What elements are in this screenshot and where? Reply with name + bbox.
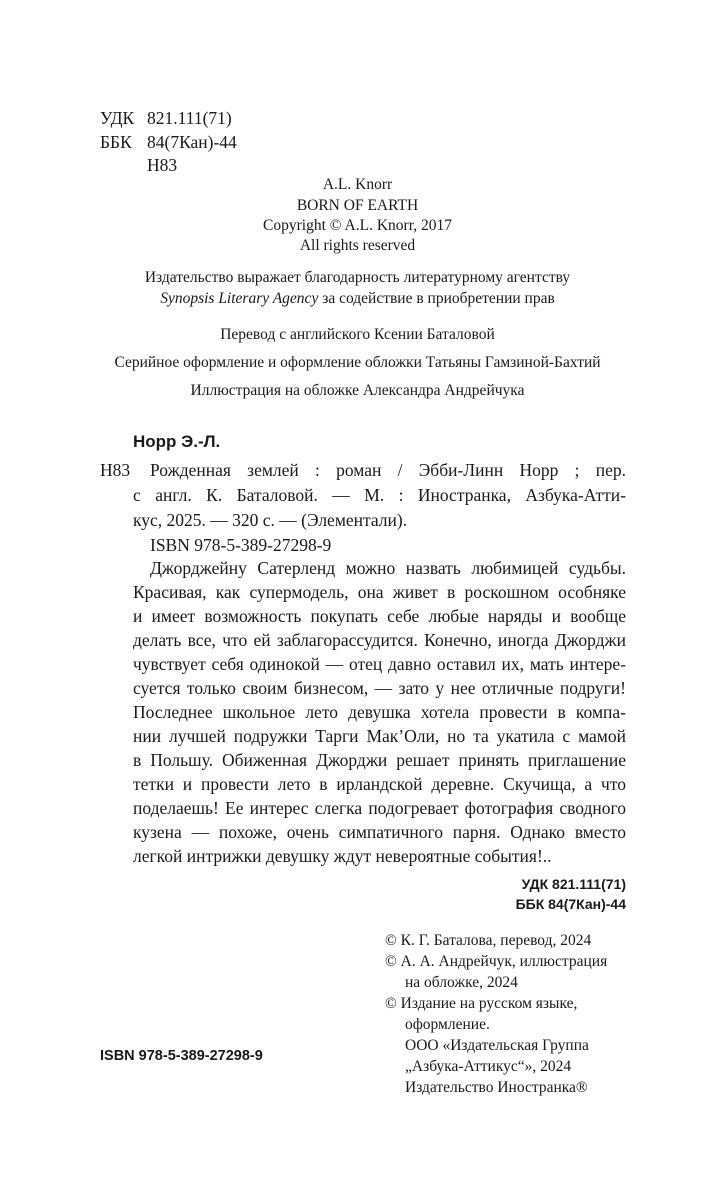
isbn-footer: ISBN 978-5-389-27298-9 [100,1048,263,1064]
gratitude-line-2 [0,287,715,310]
design-credit: Серийное оформление и оформление обложки Татьяны Гамзиной-Бахтий [114,354,601,371]
annotation-line: легкой интрижки девушку ждут невероятные события!.. [133,846,552,866]
annotation-line: нии лучшей подружки Тарги Мак’Оли, но та укатила с мамой [133,726,626,746]
bbk-value: 84(7Кан)-44 [147,132,237,152]
annotation-line: Красивая, как супермодель, она живет в роскошном особняке [133,582,626,602]
bbk-short: ББК 84(7Кан)-44 [515,896,626,912]
copyright-line: Издательство Иностранка® [405,1079,588,1096]
copyright-line: ООО «Издательская Группа [405,1037,589,1054]
rights-reserved: All rights reserved [299,237,416,254]
annotation-line: поделаешь! Ее интерес слегка подогревает фотография сводного [133,798,626,818]
entry-mark: Н83 [100,460,131,480]
bbk-label: ББК [100,132,132,152]
copyright-line: на обложке, 2024 [405,974,518,991]
illustration-credit: Иллюстрация на обложке Александра Андрейчука [190,382,525,399]
annotation-line: кузена — похоже, очень симпатичного парня. Однако вместо [133,822,626,842]
udk-label: УДК [100,108,135,128]
original-copyright: Copyright © A.L. Knorr, 2017 [263,217,452,234]
annotation-line: Джорджейну Сатерленд можно назвать любимицей судьбы. [150,558,626,578]
biblio-line: Рожденная землей : роман / Эбби-Линн Норр ; пер. [150,460,626,480]
udk-short: УДК 821.111(71) [521,876,626,892]
copyright-line: © К. Г. Баталова, перевод, 2024 [385,932,592,949]
agency-name: Synopsis Literary Agency [160,290,319,307]
entry-isbn: ISBN 978-5-389-27298-9 [150,535,332,555]
annotation-line: тетки и провести лето в ирландской деревне. Скучища, а что [133,774,626,794]
annotation-line: суется только своим бизнесом, — зато у нее отличные подруги! [133,678,626,698]
annotation-line: делать все, что ей заблагорассудится. Конечно, иногда Джорджи [133,630,626,650]
copyright-line: © А. А. Андрейчук, иллюстрация [385,953,608,970]
gratitude-rest: за содействие в приобретении прав [318,290,555,307]
annotation-line: и имеет возможность покупать себе любые наряды и вообще [133,606,626,626]
original-author: A.L. Knorr [322,176,393,193]
biblio-line: с англ. К. Баталовой. — М. : Иностранка, Азбука-Атти- [133,485,626,505]
original-title: BORN OF EARTH [296,197,419,214]
annotation-line: Последнее школьное лето девушка хотела провести в компа- [133,702,626,722]
copyright-line: оформление. [405,1016,490,1033]
annotation-line: в Польшу. Обиженная Джорджи решает принять приглашение [133,750,626,770]
copyright-line: © Издание на русском языке, [385,995,578,1012]
gratitude-line-1: Издательство выражает благодарность литературному агентству [144,269,571,286]
udk-value: 821.111(71) [147,108,232,128]
biblio-line: кус, 2025. — 320 с. — (Элементали). [133,510,408,530]
author-mark: Н83 [147,155,178,175]
copyright-line: „Азбука-Аттикус“», 2024 [405,1058,572,1075]
translation-credit: Перевод с английского Ксении Баталовой [220,326,495,343]
entry-heading: Норр Э.-Л. [133,432,221,451]
annotation-line: чувствует себя одинокой — отец давно оставил их, мать интере- [133,654,626,674]
